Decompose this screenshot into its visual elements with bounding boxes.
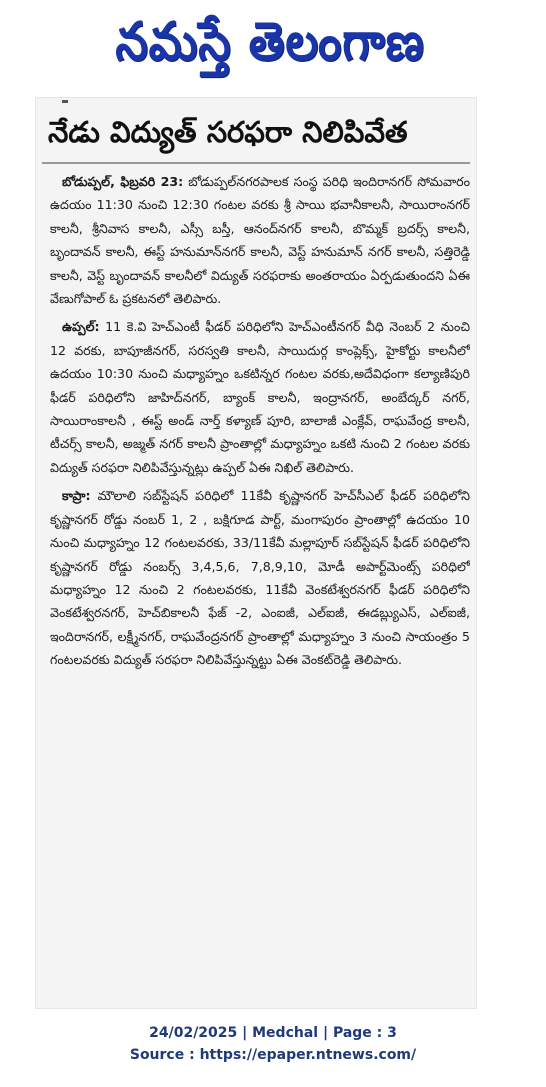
page-footer [0, 1022, 546, 1066]
dateline: ఉప్పల్: [62, 319, 100, 335]
article-body [50, 170, 470, 1000]
paragraph-text: బోడుప్పల్‌నగరపాలక సంస్థ పరిధి ఇందిరానగర్ సోమవారం ఉదయం 11:30 నుంచి 12:30 గంటల వరకు శ్రీ సాయి భవానీకాలనీ, సాయిరాంనగర్ కాలనీ, శ్రీనివాస కాలనీ, ఎస్సీ బస్తీ, ఆనంద్‌నగర్ కాలనీ, బొమ్మక్ బ్రదర్స్ కాలనీ, బృందావన్ కాలనీ, ఈస్ట్ హనుమాన్‌నగర్ కాలనీ, వెస్ట్ హనుమాన్ నగర్ కాలనీ, సత్తిరెడ్డి కాలనీ, వెస్ట్ బృందావన్ కాలనీలో విద్యుత్ సరఫరాకు అంతరాయం ఏర్పడుతుందని ఏఈ వేణుగోపాల్ ఓ ప్రకటనలో తెలిపారు. [50, 174, 470, 307]
newspaper-logo: నమస్తే తెలంగాణ [115, 9, 425, 73]
dateline: కాప్రా: [62, 488, 91, 504]
source-line: Source : https://epaper.ntnews.com/ [129, 1047, 417, 1063]
edition-info: 24/02/2025 | Medchal | Page : 3 [149, 1025, 397, 1041]
article-paragraph [50, 170, 470, 310]
paragraph-text: 11 కె.వి హెచ్ఎంటీ ఫీడర్ పరిధిలోని హెచ్ఎంటీనగర్ వీధి నెంబర్ 2 నుంచి 12 వరకు, బాపూజీనగర్, సరస్వతి కాలనీ, సాయిదుర్గ కాంప్లెక్స్, హైకోర్టు కాలనీలో ఉదయం 10:30 నుంచి మధ్యాహ్నం ఒకటిన్నర గంటల వరకు,అదేవిధంగా కల్యాణిపురి ఫీడర్ పరిధిలోని జాహిద్‌నగర్, బ్యాంక్ కాలనీ, ఇంద్రానగర్, అంబేద్కర్ నగర్, సాయిరాంకాలనీ , ఈస్ట్ అండ్ నార్త్ కళ్యాణ్ పూరి, బాలాజీ ఎంక్లేవ్, రాఘవేంద్ర కాలనీ, టీచర్స్ కాలనీ, అజ్మత్ నగర్ కాలనీ ప్రాంతాల్లో మధ్యాహ్నం ఒకటి నుంచి 2 గంటల వరకు విద్యుత్ సరఫరా నిలిపివేస్తున్నట్లు ఉప్పల్ ఏఈ నిఖిల్ తెలిపారు. [50, 319, 470, 475]
article-paragraph [50, 315, 470, 479]
article-headline: నేడు విద్యుత్ సరఫరా నిలిపివేత [48, 115, 408, 149]
masthead [70, 6, 470, 76]
headline-divider [42, 162, 470, 164]
article-paragraph [50, 484, 470, 671]
paragraph-text: మౌలాలి సబ్‌స్టేషన్ పరిధిలో 11కేవీ కృష్ణానగర్ హెచ్‌సీఎల్ ఫీడర్ పరిధిలోని కృష్ణానగర్ రోడ్డు నంబర్ 1, 2 , బక్షిగూడ పార్ట్, మంగాపురం ప్రాంతాల్లో ఉదయం 10 నుంచి మధ్యాహ్నం 12 గంటలవరకు, 33/11కేవీ మల్లాపూర్ సబ్‌స్టేషన్ ఫీడర్ పరిధిలోని కృష్ణానగర్ రోడ్డు నంబర్స్ 3,4,5,6, 7,8,9,10, మోడీ అపార్ట్‌మెంట్స్ పరిధిలో మధ్యాహ్నం 12 నుంచి 2 గంటలవరకు, 11కేవీ వెంకటేశ్వరనగర్ ఫీడర్ పరిధిలోని వెంకటేశ్వరనగర్, హెచ్‌బికాలనీ ఫేజ్ -2, ఎంఐజీ, ఎల్ఐజీ, ఈడబ్ల్యుఎస్, ఎల్ఐజీ, ఇందిరానగర్, లక్ష్మీనగర్, రాఘవేంద్రనగర్ ప్రాంతాల్లో మధ్యాహ్నం 3 నుంచి సాయంత్రం 5 గంటలవరకు విద్యుత్ సరఫరా నిలిపివేస్తున్నట్టు ఏఈ వెంకట్‌రెడ్డి తెలిపారు. [50, 488, 470, 668]
clip-mark [62, 100, 68, 103]
article-clipping [36, 98, 476, 1008]
dateline: బోడుప్పల్, ఫిబ్రవరి 23: [62, 174, 184, 189]
